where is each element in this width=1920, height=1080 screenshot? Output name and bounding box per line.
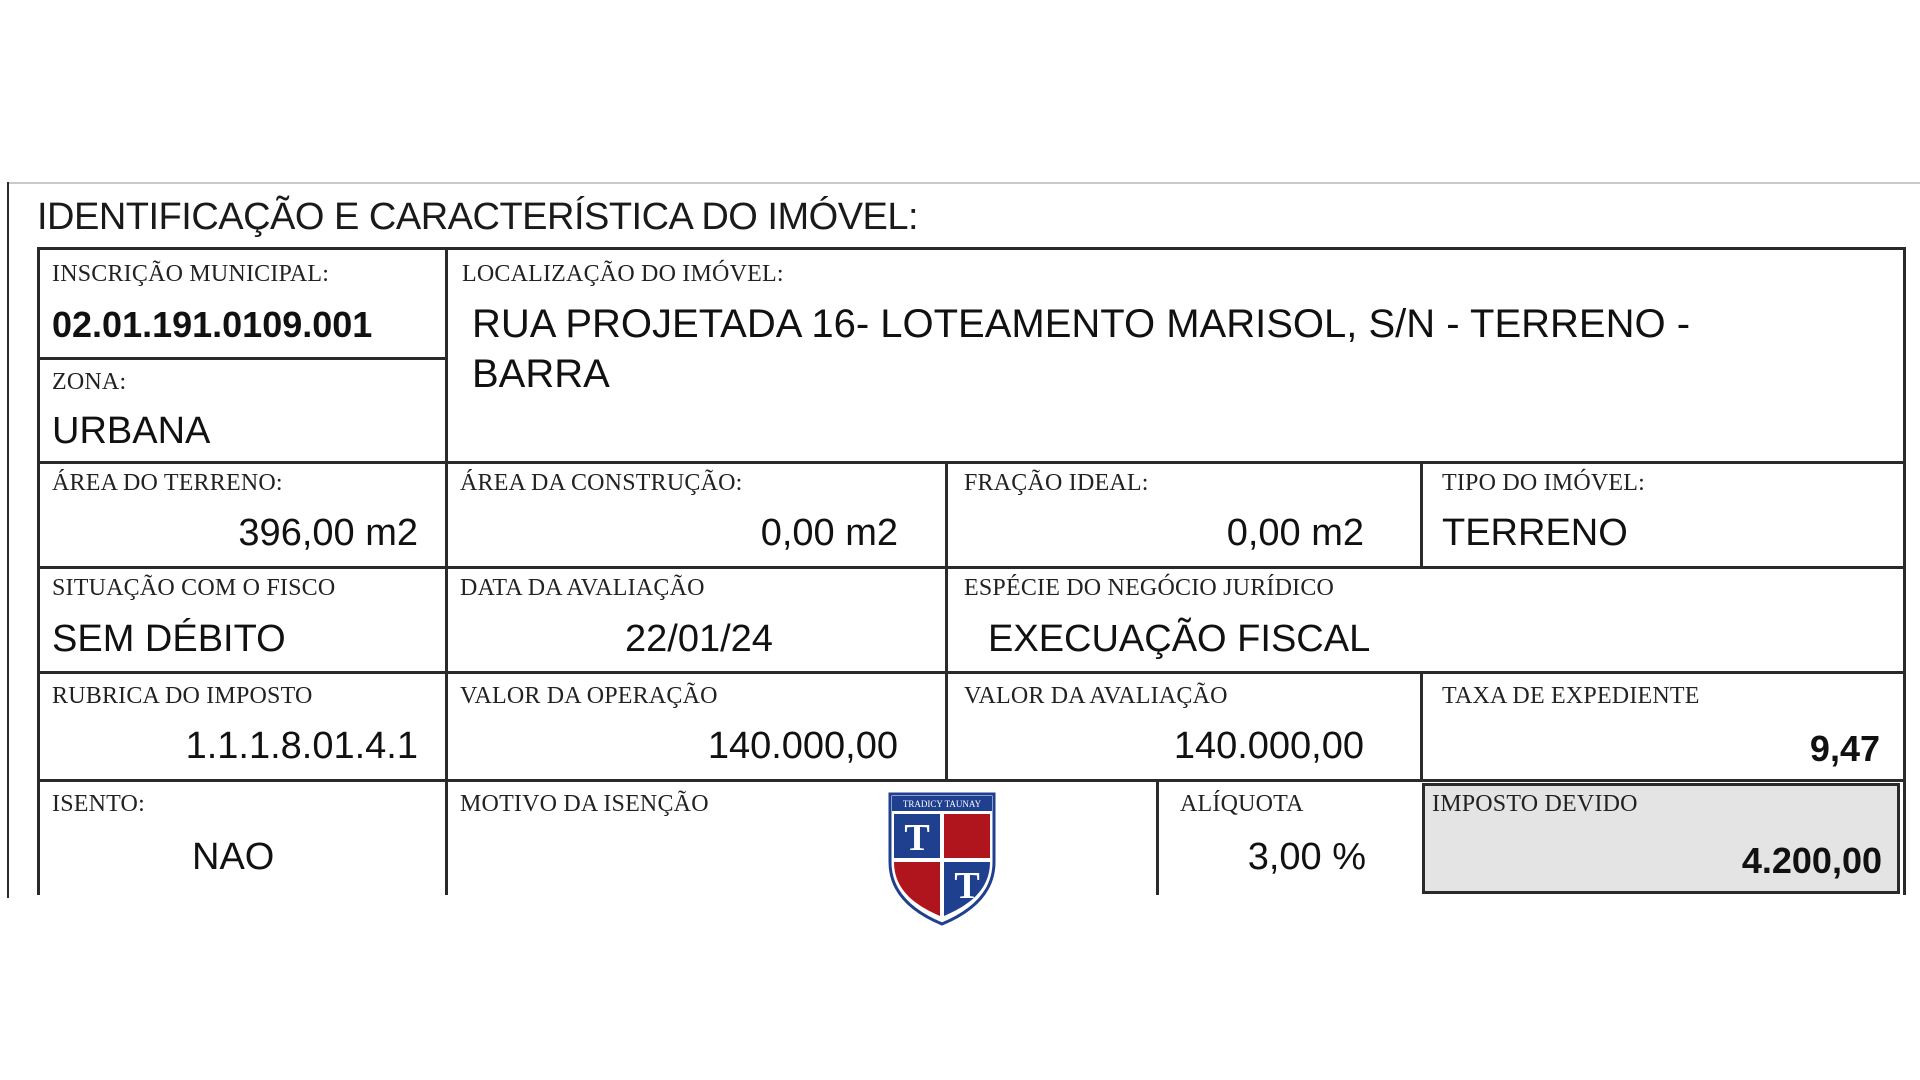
grid-right-line bbox=[1903, 247, 1906, 895]
data-avaliacao-value: 22/01/24 bbox=[625, 618, 773, 660]
aliquota-label: ALÍQUOTA bbox=[1180, 791, 1304, 817]
section-title: IDENTIFICAÇÃO E CARACTERÍSTICA DO IMÓVEL: bbox=[37, 196, 919, 238]
area-construcao-label: ÁREA DA CONSTRUÇÃO: bbox=[460, 470, 743, 496]
shield-logo-icon bbox=[888, 792, 996, 926]
taxa-expediente-label: TAXA DE EXPEDIENTE bbox=[1442, 683, 1700, 709]
grid-line-inscricao-zona bbox=[37, 357, 447, 360]
situacao-fisco-label: SITUAÇÃO COM O FISCO bbox=[52, 575, 336, 601]
rubrica-imposto-value: 1.1.1.8.01.4.1 bbox=[185, 725, 418, 767]
fracao-ideal-value: 0,00 m2 bbox=[1226, 512, 1364, 554]
valor-operacao-value: 140.000,00 bbox=[707, 725, 898, 767]
area-construcao-value: 0,00 m2 bbox=[760, 512, 898, 554]
isento-label: ISENTO: bbox=[52, 791, 145, 817]
inscricao-value: 02.01.191.0109.001 bbox=[52, 304, 373, 345]
grid-col-line-3b bbox=[1420, 671, 1423, 781]
grid-col-line-aliquota bbox=[1156, 779, 1159, 895]
valor-avaliacao-value: 140.000,00 bbox=[1173, 725, 1364, 767]
grid-col-line-3a bbox=[1420, 461, 1423, 568]
fracao-ideal-label: FRAÇÃO IDEAL: bbox=[964, 470, 1149, 496]
localizacao-value-line1: RUA PROJETADA 16- LOTEAMENTO MARISOL, S/N - TERRENO - bbox=[472, 302, 1691, 346]
motivo-isencao-label: MOTIVO DA ISENÇÃO bbox=[460, 791, 709, 817]
situacao-fisco-value: SEM DÉBITO bbox=[52, 618, 286, 660]
taxa-expediente-value: 9,47 bbox=[1809, 728, 1880, 769]
grid-left-line bbox=[37, 247, 40, 895]
zona-label: ZONA: bbox=[52, 369, 127, 395]
grid-line-row3 bbox=[37, 566, 1906, 569]
area-terreno-value: 396,00 m2 bbox=[238, 512, 418, 554]
data-avaliacao-label: DATA DA AVALIAÇÃO bbox=[460, 575, 705, 601]
logo-letter-2: T bbox=[954, 865, 980, 907]
localizacao-value-line2: BARRA bbox=[472, 352, 610, 396]
logo-text: TRADICY TAUNAY bbox=[902, 799, 982, 809]
inscricao-label: INSCRIÇÃO MUNICIPAL: bbox=[52, 261, 330, 287]
zona-value: URBANA bbox=[52, 410, 211, 452]
aliquota-value: 3,00 % bbox=[1247, 836, 1366, 878]
isento-value: NAO bbox=[192, 836, 275, 878]
especie-negocio-label: ESPÉCIE DO NEGÓCIO JURÍDICO bbox=[964, 575, 1335, 601]
logo-letter-1: T bbox=[904, 817, 930, 859]
area-terreno-label: ÁREA DO TERRENO: bbox=[52, 470, 283, 496]
imposto-devido-value: 4.200,00 bbox=[1741, 840, 1882, 881]
grid-line-row4 bbox=[37, 671, 1906, 674]
tradicy-taunay-logo bbox=[888, 792, 996, 926]
frame-left-border bbox=[7, 182, 9, 898]
grid-line-row2 bbox=[37, 461, 1906, 464]
rubrica-imposto-label: RUBRICA DO IMPOSTO bbox=[52, 683, 313, 709]
grid-col-line-1 bbox=[445, 247, 448, 895]
imposto-devido-label: IMPOSTO DEVIDO bbox=[1432, 791, 1638, 817]
valor-avaliacao-label: VALOR DA AVALIAÇÃO bbox=[964, 683, 1228, 709]
tipo-imovel-label: TIPO DO IMÓVEL: bbox=[1442, 470, 1645, 496]
tipo-imovel-value: TERRENO bbox=[1442, 512, 1628, 554]
valor-operacao-label: VALOR DA OPERAÇÃO bbox=[460, 683, 718, 709]
grid-top-line bbox=[37, 247, 1906, 250]
especie-negocio-value: EXECUAÇÃO FISCAL bbox=[988, 618, 1371, 660]
frame-top-border bbox=[7, 182, 1920, 184]
localizacao-label: LOCALIZAÇÃO DO IMÓVEL: bbox=[462, 261, 784, 287]
grid-line-row5 bbox=[37, 779, 1906, 782]
grid-col-line-2 bbox=[945, 461, 948, 781]
